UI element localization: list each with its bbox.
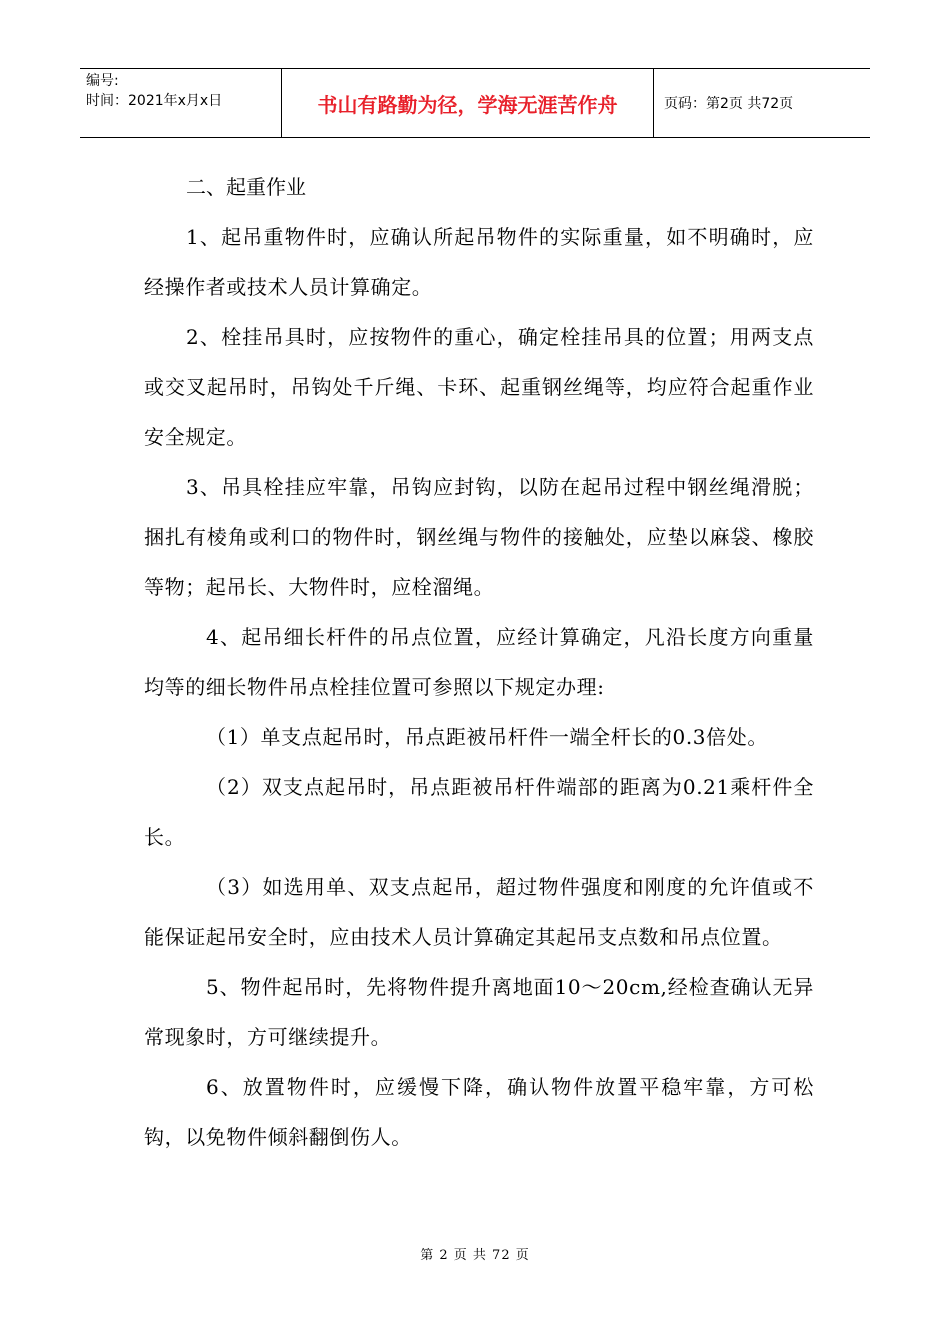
paragraph-4: 4、起吊细长杆件的吊点位置，应经计算确定，凡沿长度方向重量均等的细长物件吊点栓挂位置可参照以下规定办理: xyxy=(144,625,814,699)
paragraph-1: 1、起吊重物件时，应确认所起吊物件的实际重量，如不明确时，应经操作者或技术人员计算确定。 xyxy=(144,225,814,299)
document-body xyxy=(144,162,814,1162)
paragraph-5: 5、物件起吊时，先将物件提升离地面10～20cm,经检查确认无异常现象时，方可继续提升。 xyxy=(144,975,814,1049)
paragraph-6: 6、放置物件时，应缓慢下降，确认物件放置平稳牢靠，方可松钩，以免物件倾斜翻倒伤人。 xyxy=(144,1075,814,1149)
paragraph-3: 3、吊具栓挂应牢靠，吊钩应封钩，以防在起吊过程中钢丝绳滑脱；捆扎有棱角或利口的物件时，钢丝绳与物件的接触处，应垫以麻袋、橡胶等物；起吊长、大物件时，应栓溜绳。 xyxy=(144,475,814,599)
paragraph-4-3: （3）如选用单、双支点起吊，超过物件强度和刚度的允许值或不能保证起吊安全时，应由技术人员计算确定其起吊支点数和吊点位置。 xyxy=(144,875,814,949)
paragraph-4-1: （1）单支点起吊时，吊点距被吊杆件一端全杆长的0.3倍处。 xyxy=(206,725,768,749)
header-table xyxy=(80,68,870,138)
page-footer: 第 2 页 共 72 页 xyxy=(420,1248,530,1263)
document-time-label: 时间：2021年x月x日 xyxy=(86,93,223,109)
header-page-number: 页码：第2页 共72页 xyxy=(664,96,794,112)
header-motto: 书山有路勤为径，学海无涯苦作舟 xyxy=(282,69,654,137)
document-number-label: 编号: xyxy=(86,73,119,89)
paragraph-4-2: （2）双支点起吊时，吊点距被吊杆件端部的距离为0.21乘杆件全长。 xyxy=(144,775,814,849)
paragraph-2: 2、栓挂吊具时，应按物件的重心，确定栓挂吊具的位置；用两支点或交叉起吊时，吊钩处千斤绳、卡环、起重钢丝绳等，均应符合起重作业安全规定。 xyxy=(144,325,814,449)
header-info-cell xyxy=(80,69,282,137)
section-title: 二、起重作业 xyxy=(186,175,306,199)
